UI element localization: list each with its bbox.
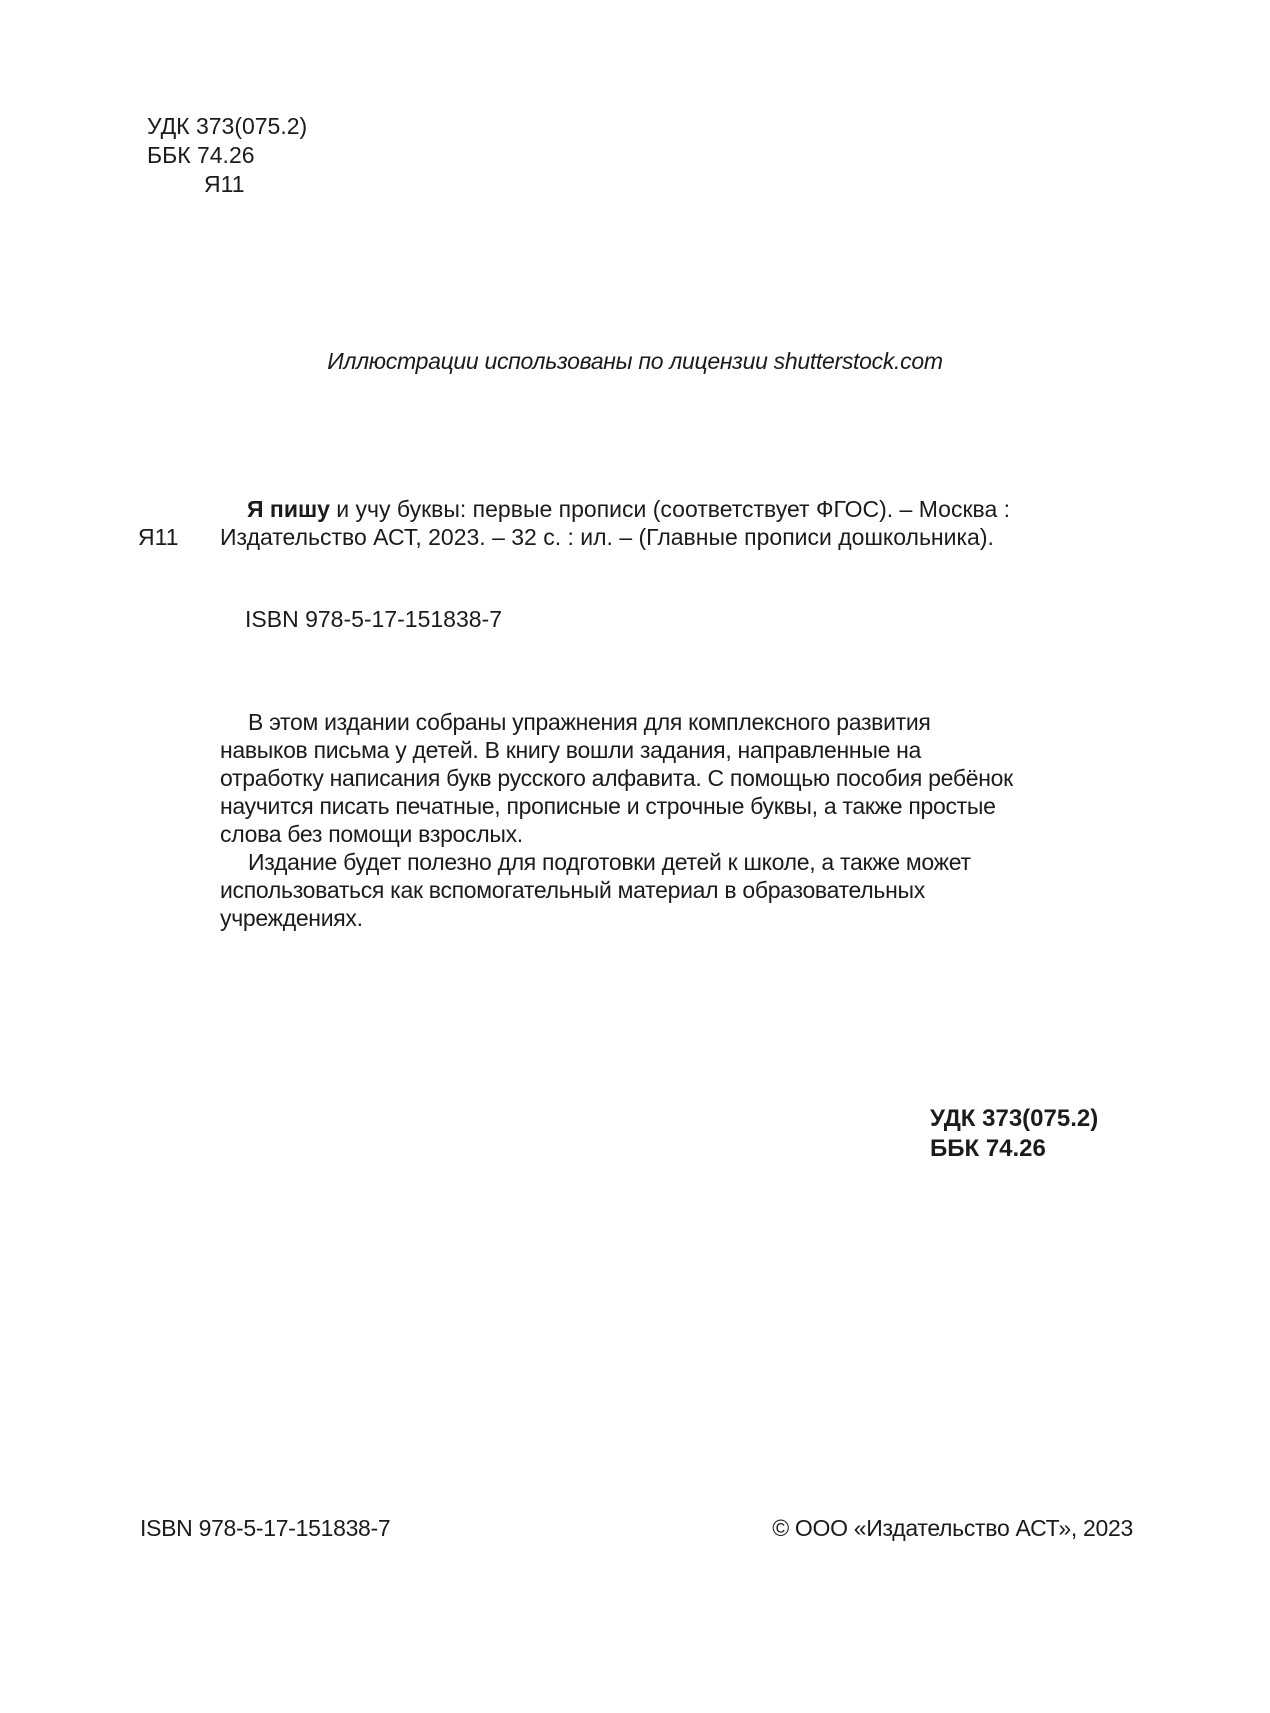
- annotation-line: отработку написания букв русского алфавита. С помощью пособия ребёнок: [220, 765, 1013, 791]
- header-codes-block: [147, 112, 307, 199]
- author-sign-code: Я11: [204, 171, 245, 197]
- annotation-paragraph-2: [220, 848, 1120, 932]
- bottom-codes-block: [930, 1104, 1098, 1164]
- catalog-entry-line2: Издательство АСТ, 2023. – 32 с. : ил. – (Главные прописи дошкольника).: [220, 524, 994, 550]
- bbk-code-top: ББК 74.26: [147, 142, 255, 168]
- annotation-line: учреждениях.: [220, 905, 363, 931]
- annotation-line: использоваться как вспомогательный материал в образовательных: [220, 877, 925, 903]
- annotation-line: навыков письма у детей. В книгу вошли задания, направленные на: [220, 737, 922, 763]
- annotation-line: Издание будет полезно для подготовки детей к школе, а также может: [248, 849, 971, 875]
- annotation-line: слова без помощи взрослых.: [220, 821, 523, 847]
- catalog-entry-line1-rest: и учу буквы: первые прописи (соответствует ФГОС). – Москва :: [329, 496, 1011, 522]
- annotation-block: [220, 708, 1120, 932]
- illustration-license-note: Иллюстрации использованы по лицензии shutterstock.com: [327, 348, 943, 374]
- annotation-paragraph-1: [220, 708, 1120, 848]
- catalog-entry-line1: [247, 496, 1010, 523]
- catalog-entry-margin-code: Я11: [138, 524, 179, 550]
- annotation-line: научится писать печатные, прописные и строчные буквы, а также простые: [220, 793, 996, 819]
- bbk-code-bottom: ББК 74.26: [930, 1135, 1046, 1162]
- book-title: Я пишу: [247, 496, 330, 522]
- footer-copyright-notice: © ООО «Издательство АСТ», 2023: [772, 1515, 1133, 1541]
- isbn-number: ISBN 978-5-17-151838-7: [245, 606, 502, 632]
- annotation-line: В этом издании собраны упражнения для комплексного развития: [248, 709, 931, 735]
- udk-code-top: УДК 373(075.2): [147, 113, 308, 139]
- footer-isbn-number: ISBN 978-5-17-151838-7: [140, 1515, 391, 1541]
- udk-code-bottom: УДК 373(075.2): [930, 1105, 1099, 1132]
